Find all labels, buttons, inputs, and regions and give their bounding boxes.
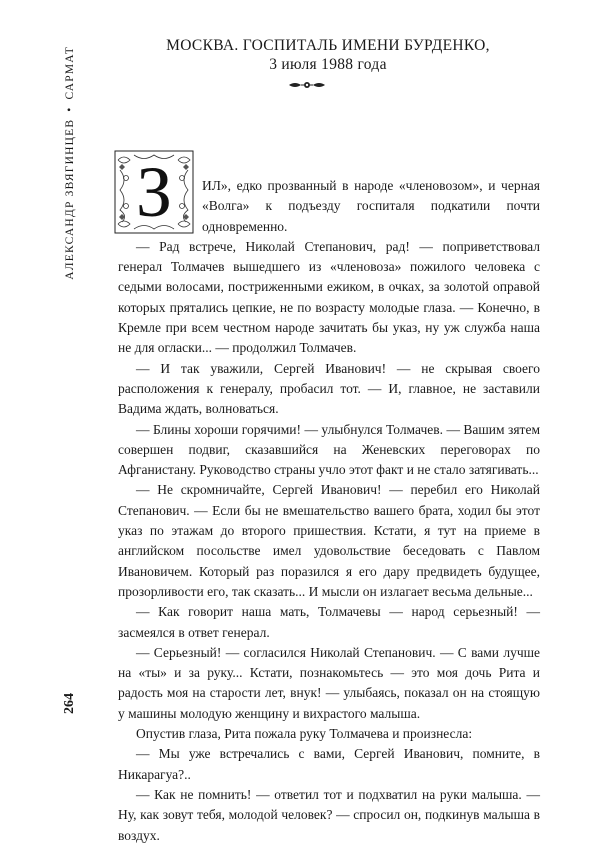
page-number bbox=[60, 678, 80, 718]
paragraph: ИЛ», едко прозванный в народе «членовозом», и черная «Волга» к подъезду госпиталя подкатили почти одновременно. bbox=[202, 178, 540, 234]
page-number-text: 264 bbox=[62, 693, 77, 714]
paragraph: — Мы уже встречались с вами, Сергей Иванович, помните, в Никарагуа?.. bbox=[118, 746, 540, 782]
running-head-author: АЛЕКСАНДР ЗВЯГИНЦЕВ bbox=[64, 118, 76, 280]
paragraph: — Блины хороши горячими! — улыбнулся Толмачев. — Вашим зятем совершен подвиг, сказавшийся на Женевских переговорах по Афганистану. Руководство страны учло этот факт и не стало затягивать... bbox=[118, 421, 540, 478]
running-head-separator: • bbox=[64, 106, 76, 112]
running-head-book: САРМАТ bbox=[64, 46, 76, 100]
paragraph: — И так уважили, Сергей Иванович! — не скрывая своего расположения к генералу, пробасил тот. — И, главное, не заставили Вадима ждать, волноваться. bbox=[118, 360, 540, 417]
body-text bbox=[118, 176, 540, 846]
ornament-divider bbox=[287, 80, 327, 90]
chapter-title-line1: МОСКВА. ГОСПИТАЛЬ ИМЕНИ БУРДЕНКО, bbox=[166, 37, 490, 54]
drop-cap-letter: З bbox=[135, 152, 173, 232]
paragraph: — Как не помнить! — ответил тот и подхватил на руки малыша. — Ну, как зовут тебя, молодой человек? — спросил он, подкинув малыша в воздух. bbox=[118, 786, 540, 843]
paragraph: — Как говорит наша мать, Толмачевы — народ серьезный! — засмеялся в ответ генерал. bbox=[118, 604, 540, 640]
paragraph: — Рад встрече, Николай Степанович, рад! — поприветствовал генерал Толмачев вышедшего из «членовоза» пожилого человека с седыми волосами, постриженными ежиком, в очках, за золотой оправой которых прятались цепкие, не по возрасту молодые глаза. — Конечно, в Кремле при всем честном народе зачитать бы указ, ну уж служба наша не для огласки... — продолжил Толмачев. bbox=[118, 238, 540, 356]
chapter-title bbox=[118, 36, 538, 74]
running-head bbox=[58, 46, 82, 376]
paragraph: — Серьезный! — согласился Николай Степанович. — С вами лучше на «ты» и за руку... Кстати, познакомьтесь — это моя дочь Рита и радость моя на старости лет, внук! — улыбаясь, показал он на стоящую у машины молодую женщину и вихрастого малыша. bbox=[118, 644, 540, 721]
chapter-title-line2: 3 июля 1988 года bbox=[269, 56, 387, 73]
drop-cap-space bbox=[118, 170, 202, 228]
paragraph: — Не скромничайте, Сергей Иванович! — перебил его Николай Степанович. — Если бы не вмешательство вашего брата, ходил бы этот указ по этажам до второго пришествия. Кстати, я тут на приеме в английском посольстве имел удовольствие беседовать с Павлом Ивановичем. Который раз поразился я его дару предвидеть будущее, прозорливости его, так сказать... И мысли он излагает весьма дельные... bbox=[118, 482, 540, 599]
paragraph: Опустив глаза, Рита пожала руку Толмачева и произнесла: bbox=[136, 726, 473, 742]
